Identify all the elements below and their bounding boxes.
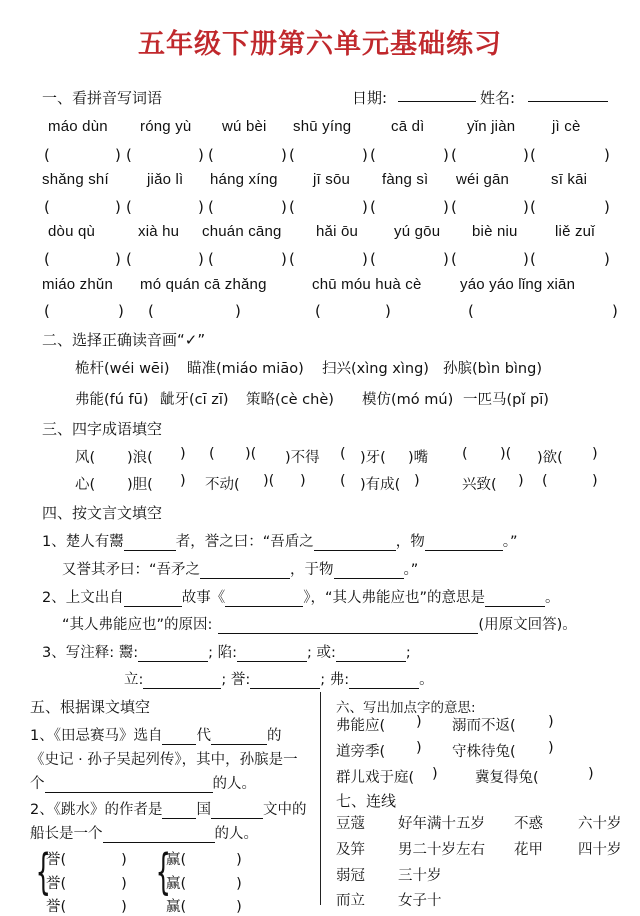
- idiom-fragment: ): [180, 473, 186, 489]
- pinyin-answer-field[interactable]: [378, 198, 441, 216]
- q1-row2: [62, 558, 418, 579]
- choice-5: 弗能(fú fū): [75, 392, 149, 408]
- idiom-fragment: (: [340, 473, 346, 489]
- answer-paren-close: ): [198, 250, 204, 268]
- s5-l1a: 1、《田忌赛马》选自: [30, 728, 163, 744]
- q3-f: ; 誉:: [221, 672, 251, 688]
- pinyin-answer-field[interactable]: [378, 146, 441, 164]
- q2-b: 故事《: [181, 590, 226, 606]
- brace-left-icon: {: [35, 844, 51, 900]
- answer-paren-open: (: [148, 302, 154, 320]
- idiom-fragment: )(: [263, 473, 275, 489]
- section-3-heading: 三、四字成语填空: [42, 420, 163, 438]
- q3-a: 3、写注释: 鬻:: [42, 645, 139, 661]
- idiom-fragment: 兴致(: [462, 477, 497, 493]
- idiom-fragment: (: [340, 446, 346, 462]
- choice-2: 瞄准(miáo miāo): [187, 361, 304, 377]
- idiom-fragment: ): [592, 446, 598, 462]
- answer-paren-open: (: [208, 146, 214, 164]
- answer-paren-close: ): [443, 146, 449, 164]
- brace-r-2: 赢( ): [166, 876, 242, 892]
- q1-blank-2[interactable]: [314, 536, 396, 551]
- page-title: 五年级下册第六单元基础练习: [138, 29, 502, 60]
- choice-1: 桅杆(wéi wēi): [75, 361, 170, 377]
- answer-paren-open: (: [370, 146, 376, 164]
- idiom-fragment: 心(: [75, 477, 96, 493]
- pinyin-word: liě zuǐ: [555, 223, 595, 240]
- choice-3: 扫兴(xìng xìng): [322, 361, 429, 377]
- s5-l4c: 文中的: [262, 802, 307, 818]
- q2-a: 2、上文出自: [42, 590, 124, 606]
- pinyin-word: shū yíng: [293, 118, 352, 135]
- s5-l1b: 代: [196, 728, 211, 744]
- pinyin-answer-field[interactable]: [459, 198, 521, 216]
- s5-blank-6[interactable]: [103, 828, 215, 843]
- pinyin-answer-field[interactable]: [134, 250, 196, 268]
- q3-e: 立:: [124, 672, 144, 688]
- q1-g: 。”: [403, 562, 419, 578]
- q1-blank-3[interactable]: [425, 536, 503, 551]
- q2-d: 。: [545, 590, 560, 606]
- pinyin-answer-field[interactable]: [52, 302, 116, 320]
- answer-paren-close: ): [115, 146, 121, 164]
- pinyin-answer-field[interactable]: [297, 146, 360, 164]
- q3-c: ; 或:: [307, 645, 336, 661]
- q1-f: ，于物: [290, 562, 334, 578]
- pinyin-word: cā dì: [391, 118, 425, 135]
- pinyin-answer-field[interactable]: [538, 198, 602, 216]
- answer-paren-close: ): [523, 146, 529, 164]
- answer-paren-close: ): [198, 146, 204, 164]
- answer-paren-open: (: [126, 146, 132, 164]
- s5-line-4: [30, 798, 306, 819]
- pinyin-answer-field[interactable]: [52, 198, 113, 216]
- q3-blank-5[interactable]: [250, 674, 320, 689]
- pinyin-word: yǐn jiàn: [467, 118, 516, 135]
- match-age[interactable]: 六十岁: [578, 816, 622, 832]
- pinyin-answer-field[interactable]: [538, 250, 602, 268]
- meaning-fragment: ): [416, 714, 422, 730]
- meaning-fragment: ): [432, 766, 438, 782]
- pinyin-answer-field[interactable]: [459, 146, 521, 164]
- answer-paren-close: ): [523, 198, 529, 216]
- q2-blank-3[interactable]: [485, 592, 545, 607]
- answer-paren-open: (: [208, 198, 214, 216]
- q3-blank-2[interactable]: [237, 647, 307, 662]
- pinyin-word: yáo yáo lǐng xiān: [460, 276, 576, 293]
- pinyin-answer-field[interactable]: [459, 250, 521, 268]
- idiom-fragment: )嘴: [408, 450, 429, 466]
- answer-paren-close: ): [604, 198, 610, 216]
- idiom-fragment: )胆(: [127, 477, 153, 493]
- q3-blank-6[interactable]: [349, 674, 419, 689]
- meaning-fragment: ): [416, 740, 422, 756]
- pinyin-word: róng yù: [140, 118, 192, 135]
- q3-blank-4[interactable]: [143, 674, 221, 689]
- brace-r-3: 赢( ): [166, 899, 242, 915]
- q2-blank-1[interactable]: [124, 592, 182, 607]
- meaning-fragment: 群儿戏于庭(: [336, 770, 415, 786]
- q1-a: 1、楚人有鬻: [42, 534, 124, 550]
- s5-l5b: 的人。: [214, 826, 258, 842]
- meaning-fragment: ): [548, 714, 554, 730]
- answer-paren-close: ): [604, 146, 610, 164]
- answer-paren-close: ): [281, 198, 287, 216]
- pinyin-word: sī kāi: [551, 171, 588, 188]
- q1-c: ，物: [395, 534, 425, 550]
- pinyin-answer-field[interactable]: [323, 302, 383, 320]
- pinyin-word: xià hu: [138, 223, 180, 240]
- name-field[interactable]: [528, 87, 608, 102]
- pinyin-word: jiǎo lì: [147, 171, 184, 188]
- brace-l-3: 誉( ): [46, 899, 127, 915]
- answer-paren-close: ): [115, 198, 121, 216]
- idiom-fragment: ): [592, 473, 598, 489]
- answer-paren-open: (: [208, 250, 214, 268]
- idiom-fragment: (: [462, 446, 468, 462]
- choice-7: 策略(cè chè): [246, 392, 334, 408]
- q3-d: ;: [405, 645, 411, 661]
- q1-d: 。”: [502, 534, 518, 550]
- match-term[interactable]: 豆蔻: [336, 816, 365, 832]
- brace-l-2: 誉( ): [46, 876, 127, 892]
- pinyin-word: yú gōu: [394, 223, 441, 240]
- pinyin-answer-field[interactable]: [216, 146, 279, 164]
- idiom-fragment: )(: [500, 446, 512, 462]
- match-term[interactable]: 花甲: [514, 842, 543, 858]
- choice-4: 孙膑(bìn bìng): [443, 361, 542, 377]
- match-age[interactable]: 好年满十五岁: [398, 816, 485, 832]
- answer-paren-open: (: [44, 198, 50, 216]
- answer-paren-close: ): [281, 146, 287, 164]
- answer-paren-open: (: [44, 146, 50, 164]
- pinyin-answer-field[interactable]: [216, 198, 279, 216]
- q2-row: [42, 586, 560, 607]
- answer-paren-close: ): [198, 198, 204, 216]
- match-term[interactable]: 不惑: [514, 816, 543, 832]
- q3-row: [42, 641, 411, 662]
- answer-paren-open: (: [126, 250, 132, 268]
- idiom-fragment: (: [209, 446, 215, 462]
- s5-line-2: 《史记 · 孙子吴起列传》，其中，孙膑是一: [30, 752, 298, 768]
- q3-blank-1[interactable]: [138, 647, 208, 662]
- idiom-fragment: )欲(: [537, 450, 563, 466]
- q1-b: 者，誉之曰：“吾盾之: [175, 534, 314, 550]
- brace-r-1: 赢( ): [166, 852, 242, 868]
- idiom-fragment: )不得: [285, 450, 320, 466]
- section-1-heading: 一、看拼音写词语: [42, 89, 163, 107]
- idiom-fragment: (: [542, 473, 548, 489]
- answer-paren-open: (: [315, 302, 321, 320]
- s5-line-3: [30, 772, 256, 793]
- answer-paren-close: ): [385, 302, 391, 320]
- pinyin-answer-field[interactable]: [297, 250, 360, 268]
- answer-paren-close: ): [281, 250, 287, 268]
- idiom-fragment: ): [414, 473, 420, 489]
- s5-l5a: 船长是一个: [30, 826, 103, 842]
- answer-paren-close: ): [235, 302, 241, 320]
- q2-blank-4[interactable]: [218, 619, 478, 634]
- q2-f: (用原文回答)。: [478, 617, 577, 633]
- answer-paren-open: (: [530, 146, 536, 164]
- match-term[interactable]: 及笄: [336, 842, 365, 858]
- section-5-heading: 五、根据课文填空: [30, 698, 151, 716]
- s5-l3a: 个: [30, 776, 45, 792]
- meaning-fragment: 溺而不返(: [452, 718, 516, 734]
- section-6-heading: 六、写出加点字的意思:: [336, 700, 476, 716]
- pinyin-answer-field[interactable]: [52, 250, 113, 268]
- answer-paren-open: (: [530, 250, 536, 268]
- pinyin-word: dòu qù: [48, 223, 96, 240]
- match-age[interactable]: 女子十: [398, 893, 442, 909]
- section-2-heading: 二、选择正确读音画“✓”: [42, 331, 206, 349]
- q1-row: [42, 530, 518, 551]
- q3-blank-3[interactable]: [336, 647, 406, 662]
- s5-blank-3[interactable]: [45, 778, 213, 793]
- answer-paren-close: ): [115, 250, 121, 268]
- match-age[interactable]: 四十岁: [578, 842, 622, 858]
- q1-e: 又誉其矛曰：“吾矛之: [62, 562, 201, 578]
- q1-blank-4[interactable]: [200, 564, 290, 579]
- answer-paren-close: ): [362, 198, 368, 216]
- answer-paren-open: (: [370, 198, 376, 216]
- s5-blank-1[interactable]: [162, 730, 196, 745]
- pinyin-answer-field[interactable]: [297, 198, 360, 216]
- pinyin-word: chuán cāng: [202, 223, 282, 240]
- idiom-fragment: )牙(: [360, 450, 386, 466]
- date-field[interactable]: [398, 87, 476, 102]
- meaning-fragment: 弗能应(: [336, 718, 386, 734]
- choice-8: 模仿(mó mú): [362, 392, 454, 408]
- s5-blank-4[interactable]: [162, 804, 196, 819]
- idiom-fragment: 不动(: [205, 477, 240, 493]
- answer-paren-open: (: [530, 198, 536, 216]
- s5-l1c: 的: [266, 728, 282, 744]
- section-7-heading: 七、连线: [336, 792, 397, 810]
- answer-paren-open: (: [44, 302, 50, 320]
- meaning-fragment: ): [588, 766, 594, 782]
- match-term[interactable]: 而立: [336, 893, 365, 909]
- pinyin-answer-field[interactable]: [156, 302, 233, 320]
- pinyin-word: jī sōu: [313, 171, 351, 188]
- s5-l3b: 的人。: [212, 776, 256, 792]
- pinyin-word: mó quán cā zhǎng: [140, 276, 267, 293]
- idiom-fragment: ): [180, 446, 186, 462]
- answer-paren-open: (: [451, 250, 457, 268]
- q2-c: 》，“其人弗能应也”的意思是: [303, 590, 486, 606]
- q2-e: “其人弗能应也”的原因:: [62, 617, 213, 633]
- idiom-fragment: )有成(: [360, 477, 401, 493]
- pinyin-word: biè niu: [472, 223, 518, 240]
- column-divider: [320, 692, 321, 905]
- answer-paren-open: (: [370, 250, 376, 268]
- brace-l-1: 誉( ): [46, 852, 127, 868]
- pinyin-answer-field[interactable]: [538, 146, 602, 164]
- answer-paren-close: ): [443, 250, 449, 268]
- answer-paren-close: ): [362, 250, 368, 268]
- pinyin-word: máo dùn: [48, 118, 108, 135]
- answer-paren-close: ): [612, 302, 618, 320]
- answer-paren-open: (: [289, 250, 295, 268]
- s5-line-5: [30, 822, 258, 843]
- answer-paren-close: ): [604, 250, 610, 268]
- pinyin-word: hǎi ōu: [316, 223, 359, 240]
- pinyin-answer-field[interactable]: [134, 146, 196, 164]
- pinyin-word: wú bèi: [222, 118, 267, 135]
- s5-line-1: [30, 724, 281, 745]
- answer-paren-open: (: [44, 250, 50, 268]
- q3-h: 。: [419, 672, 434, 688]
- section-4-heading: 四、按文言文填空: [42, 504, 163, 522]
- pinyin-word: shǎng shí: [42, 171, 109, 188]
- answer-paren-open: (: [289, 198, 295, 216]
- s5-l4b: 国: [196, 802, 211, 818]
- pinyin-word: jì cè: [552, 118, 581, 135]
- answer-paren-open: (: [451, 146, 457, 164]
- pinyin-word: háng xíng: [210, 171, 278, 188]
- meaning-fragment: ): [548, 740, 554, 756]
- idiom-fragment: 风(: [75, 450, 96, 466]
- s5-blank-2[interactable]: [211, 730, 267, 745]
- q3-b: ; 陷:: [208, 645, 237, 661]
- match-age[interactable]: 三十岁: [398, 868, 442, 884]
- s5-l4a: 2、《跳水》的作者是: [30, 802, 163, 818]
- q3-g: ; 弗:: [320, 672, 350, 688]
- pinyin-word: miáo zhǔn: [42, 276, 114, 293]
- pinyin-word: fàng sì: [382, 171, 429, 188]
- answer-paren-close: ): [523, 250, 529, 268]
- answer-paren-close: ): [443, 198, 449, 216]
- idiom-fragment: ): [300, 473, 306, 489]
- meaning-fragment: 道旁季(: [336, 744, 386, 760]
- match-term[interactable]: 弱冠: [336, 868, 365, 884]
- q2-blank-2[interactable]: [225, 592, 303, 607]
- date-label: 日期:: [352, 89, 388, 107]
- brace-right-icon: {: [155, 844, 171, 900]
- pinyin-answer-field[interactable]: [378, 250, 441, 268]
- idiom-fragment: ): [518, 473, 524, 489]
- answer-paren-close: ): [362, 146, 368, 164]
- q2-row2: [62, 613, 577, 634]
- q3-row2: [124, 668, 434, 689]
- idiom-fragment: )(: [245, 446, 257, 462]
- pinyin-answer-field[interactable]: [52, 146, 113, 164]
- name-label: 姓名:: [480, 89, 516, 107]
- pinyin-word: chū móu huà cè: [312, 276, 422, 293]
- idiom-fragment: )浪(: [127, 450, 153, 466]
- pinyin-word: wéi gān: [456, 171, 510, 188]
- meaning-fragment: 守株待兔(: [452, 744, 516, 760]
- meaning-fragment: 冀复得兔(: [475, 770, 539, 786]
- pinyin-answer-field[interactable]: [216, 250, 279, 268]
- s5-blank-5[interactable]: [211, 804, 263, 819]
- answer-paren-open: (: [126, 198, 132, 216]
- answer-paren-open: (: [289, 146, 295, 164]
- answer-paren-open: (: [451, 198, 457, 216]
- choice-6: 龇牙(cī zī): [160, 392, 229, 408]
- answer-paren-open: (: [468, 302, 474, 320]
- q1-blank-1[interactable]: [124, 536, 176, 551]
- match-age[interactable]: 男二十岁左右: [398, 842, 485, 858]
- answer-paren-close: ): [118, 302, 124, 320]
- pinyin-answer-field[interactable]: [134, 198, 196, 216]
- q1-blank-5[interactable]: [334, 564, 404, 579]
- choice-9: 一匹马(pǐ pī): [463, 392, 549, 408]
- pinyin-answer-field[interactable]: [476, 302, 610, 320]
